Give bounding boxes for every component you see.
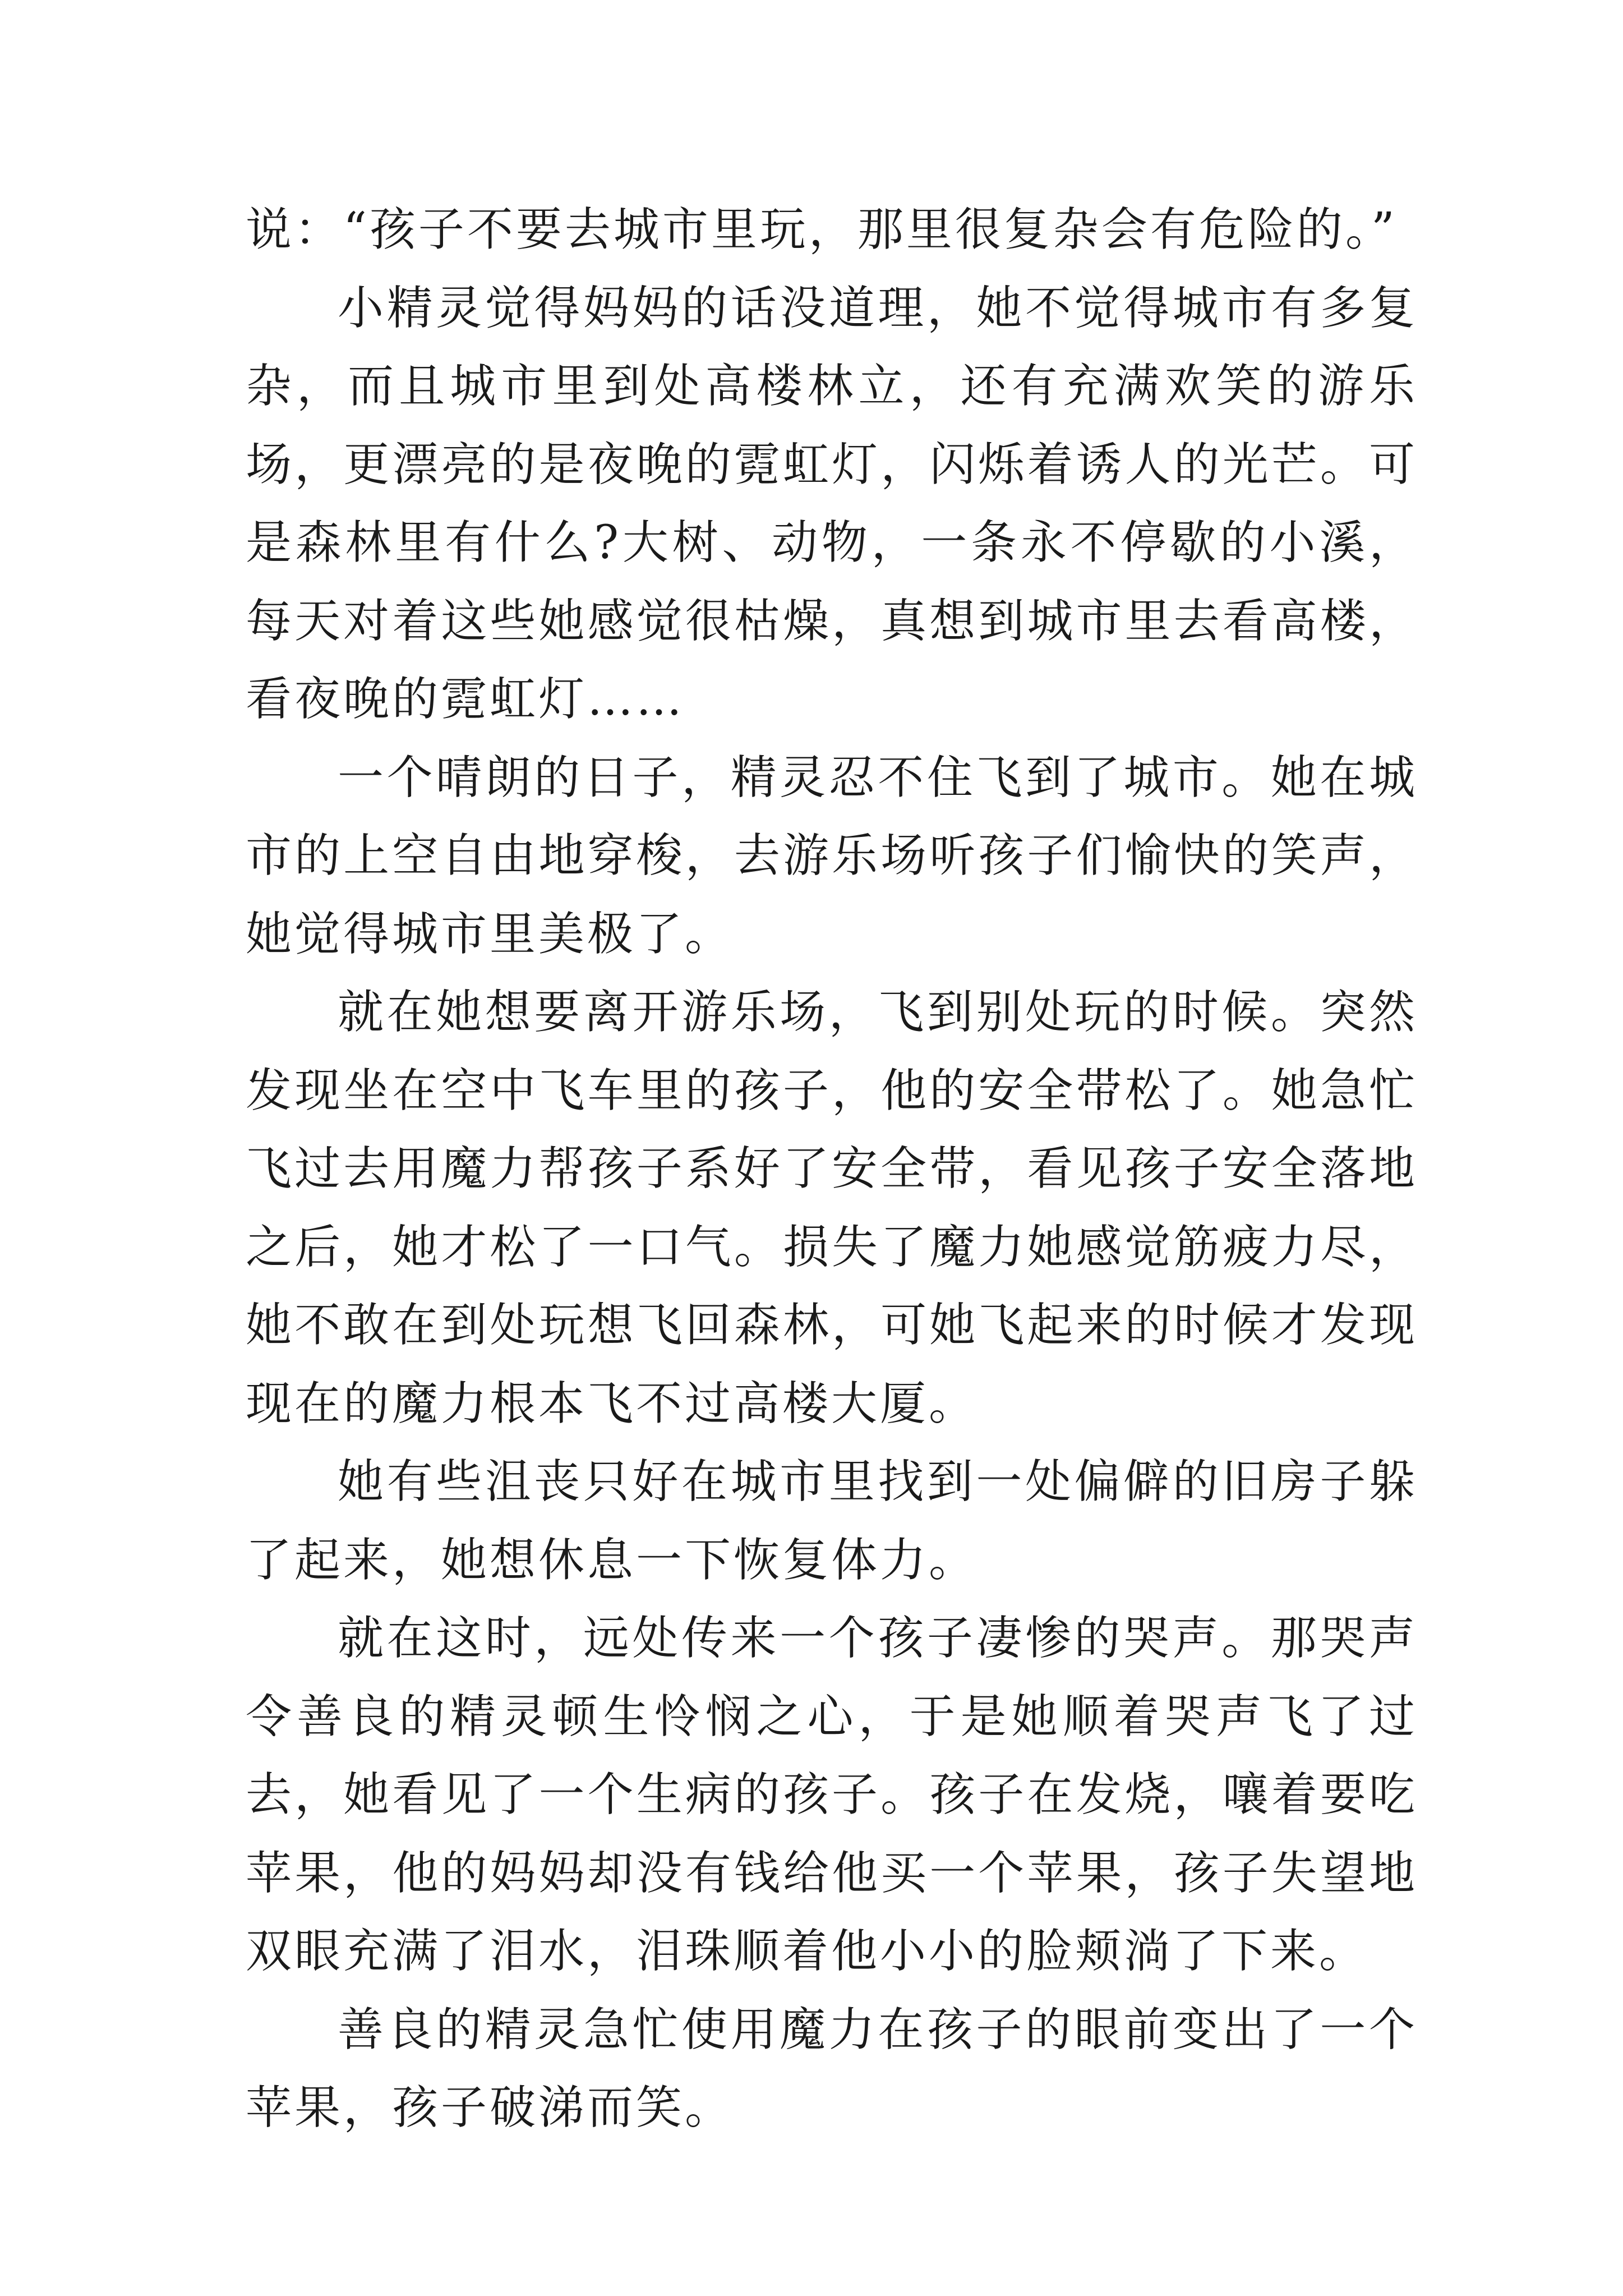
paragraph-1: 说：“孩子不要去城市里玩，那里很复杂会有危险的。” [246,203,1398,256]
paragraph-7: 善良的精灵急忙使用魔力在孩子的眼前变出了一个苹果，孩子破涕而笑。 [246,2003,1418,2134]
paragraph-2: 小精灵觉得妈妈的话没道理，她不觉得城市有多复杂，而且城市里到处高楼林立，还有充满欢笑的游乐场，更漂亮的是夜晚的霓虹灯，闪烁着诱人的光芒。可是森林里有什么?大树、动物，一条永不停歇的小溪，每天对着这些她感觉很枯燥，真想到城市里去看高楼，看夜晚的霓虹灯…… [246,281,1418,726]
body-text [246,191,1418,2147]
paragraph-4: 就在她想要离开游乐场，飞到别处玩的时候。突然发现坐在空中飞车里的孩子，他的安全带松了。她急忙飞过去用魔力帮孩子系好了安全带，看见孩子安全落地之后，她才松了一口气。损失了魔力她感觉筋疲力尽，她不敢在到处玩想飞回森林，可她飞起来的时候才发现现在的魔力根本飞不过高楼大厦。 [246,986,1418,1430]
paragraph-3: 一个晴朗的日子，精灵忍不住飞到了城市。她在城市的上空自由地穿梭，去游乐场听孩子们愉快的笑声，她觉得城市里美极了。 [246,751,1418,961]
paragraph-5: 她有些沮丧只好在城市里找到一处偏僻的旧房子躲了起来，她想休息一下恢复体力。 [246,1455,1418,1587]
paragraph-6: 就在这时，远处传来一个孩子凄惨的哭声。那哭声令善良的精灵顿生怜悯之心，于是她顺着哭声飞了过去，她看见了一个生病的孩子。孩子在发烧，嚷着要吃苹果，他的妈妈却没有钱给他买一个苹果，孩子失望地双眼充满了泪水，泪珠顺着他小小的脸颊淌了下来。 [246,1612,1418,1978]
